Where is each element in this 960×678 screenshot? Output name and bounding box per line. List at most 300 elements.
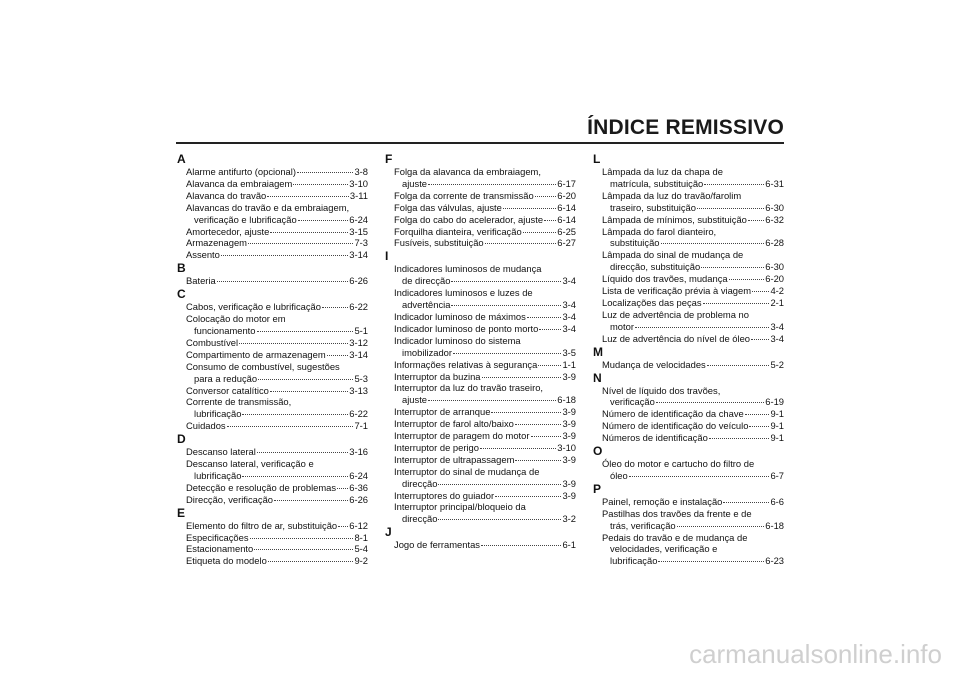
index-entry	[593, 532, 784, 568]
index-entry	[177, 337, 368, 349]
index-page-number: 6-28	[765, 237, 784, 249]
index-entry-line	[186, 555, 368, 567]
index-entry-line	[186, 470, 368, 482]
index-entry-text: Lâmpada da luz do travão/farolim	[602, 189, 742, 201]
index-entry-text: Estacionamento	[186, 543, 254, 555]
index-page-number: 3-9	[562, 418, 576, 430]
dot-leader	[527, 317, 562, 318]
index-entry-text: velocidades, verificação e	[610, 543, 718, 555]
index-entry-line	[602, 285, 784, 297]
index-entry-line	[394, 287, 576, 299]
index-entry-text: de direcção	[402, 275, 451, 287]
index-entry-text: Interruptor de arranque	[394, 406, 491, 418]
index-page-number: 6-31	[765, 177, 784, 189]
index-entry	[593, 273, 784, 285]
index-entry-text: Indicador luminoso de máximos	[394, 310, 526, 322]
dot-leader	[258, 379, 353, 380]
index-page-number: 9-1	[770, 420, 784, 432]
dot-leader	[629, 476, 770, 477]
index-entry-line	[602, 249, 784, 261]
index-page-number: 6-19	[765, 396, 784, 408]
dot-leader	[751, 339, 769, 340]
index-entry-line	[186, 520, 368, 532]
dot-leader	[538, 365, 561, 366]
index-entry-text: Indicador luminoso de ponto morto	[394, 322, 539, 334]
index-entry-text: motor	[610, 320, 634, 332]
index-entry	[177, 482, 368, 494]
index-entry	[177, 396, 368, 420]
index-entry	[593, 508, 784, 532]
dot-leader	[491, 412, 561, 413]
index-entry-text: Bateria	[186, 275, 216, 287]
index-page-number: 3-4	[562, 299, 576, 311]
dot-leader	[298, 220, 349, 221]
index-entry-text: Luz de advertência de problema no	[602, 308, 749, 320]
index-entry-text: ajuste	[402, 177, 428, 189]
index-entry-line	[394, 454, 576, 466]
index-page-number: 3-5	[562, 346, 576, 358]
index-page-number: 3-15	[349, 225, 368, 237]
index-entry-line	[186, 226, 368, 238]
index-entry-text: Luz de advertência do nível de óleo	[602, 332, 751, 344]
dot-leader	[704, 184, 764, 185]
index-entry-line	[602, 261, 784, 273]
index-entry	[593, 190, 784, 214]
index-page-number: 6-20	[557, 189, 576, 201]
index-entry-text: imobilizador	[402, 346, 453, 358]
index-entry-line	[186, 373, 368, 385]
index-entry	[593, 333, 784, 345]
dot-leader	[661, 243, 765, 244]
index-letter-heading: P	[593, 481, 602, 496]
index-entry	[385, 311, 576, 323]
index-letter-heading: A	[177, 152, 186, 166]
index-entry-text: Interruptor de farol alto/baixo	[394, 418, 514, 430]
index-entry-text: lubrificação	[610, 555, 658, 567]
index-letter-heading: M	[593, 344, 603, 359]
index-entry-line	[394, 299, 576, 311]
index-page-number: 3-9	[562, 430, 576, 442]
index-entry-line	[602, 321, 784, 333]
index-entry-text: Compartimento de armazenagem	[186, 348, 326, 360]
dot-leader	[515, 460, 561, 461]
index-entry-text: funcionamento	[194, 324, 256, 336]
index-page-number: 6-27	[557, 237, 576, 249]
index-entry-text: Lâmpada de mínimos, substituição	[602, 213, 747, 225]
index-entry-text: Interruptor de paragem do motor	[394, 430, 530, 442]
dot-leader	[677, 526, 765, 527]
index-entry	[177, 349, 368, 361]
dot-leader	[658, 561, 764, 562]
watermark: carmanualsonline.info	[689, 639, 942, 669]
index-entry	[593, 420, 784, 432]
index-entry	[177, 202, 368, 226]
index-page-number: 3-11	[349, 189, 368, 201]
index-entry-line	[186, 446, 368, 458]
index-page-number: 6-14	[557, 201, 576, 213]
dot-leader	[268, 561, 354, 562]
dot-leader	[438, 484, 561, 485]
index-page-number: 3-9	[562, 370, 576, 382]
index-entry-line	[186, 420, 368, 432]
index-entry-line	[394, 478, 576, 490]
index-entry-line	[186, 313, 368, 325]
index-entry-line	[186, 458, 368, 470]
dot-leader	[217, 281, 349, 282]
dot-leader	[239, 343, 348, 344]
index-letter-heading: N	[593, 370, 602, 385]
index-page-number: 9-1	[770, 432, 784, 444]
index-page-number: 3-10	[557, 441, 576, 453]
index-page-number: 3-4	[562, 310, 576, 322]
index-entry-text: Número de identificação da chave	[602, 408, 744, 420]
index-page-number: 3-4	[562, 322, 576, 334]
index-entry-text: Lâmpada da luz da chapa de	[602, 166, 723, 177]
index-page-number: 3-14	[349, 249, 368, 261]
index-entry	[593, 359, 784, 371]
index-entry-text: Jogo de ferramentas	[394, 539, 480, 551]
index-entry	[593, 226, 784, 250]
index-page-number: 1-1	[562, 358, 576, 370]
index-entry	[385, 166, 576, 190]
index-entry	[593, 432, 784, 444]
index-entry-line	[394, 501, 576, 513]
index-page-number: 3-12	[349, 336, 368, 348]
dot-leader	[515, 424, 562, 425]
index-entry-text: Folga da alavanca da embraiagem,	[394, 166, 541, 177]
index-page-number: 6-24	[349, 213, 368, 225]
index-entry	[177, 166, 368, 178]
index-entry-text: Mudança de velocidades	[602, 358, 706, 370]
title-rule	[176, 142, 784, 144]
index-entry	[385, 237, 576, 249]
index-page-number: 6-22	[349, 408, 368, 420]
index-entry-text: Combustível	[186, 336, 239, 348]
index-entry-text: Fusíveis, substituição	[394, 237, 484, 249]
index-entry	[385, 263, 576, 287]
index-column-3	[593, 152, 784, 567]
index-entry-text: Alarme antifurto (opcional)	[186, 166, 296, 177]
index-entry-text: Localizações das peças	[602, 296, 702, 308]
index-entry	[385, 382, 576, 406]
dot-leader	[451, 305, 561, 306]
index-entry	[385, 442, 576, 454]
index-entry	[385, 406, 576, 418]
index-entry-text: verificação e lubrificação	[194, 213, 297, 225]
index-entry	[177, 301, 368, 313]
index-entry-text: trás, verificação	[610, 519, 676, 531]
dot-leader	[227, 426, 354, 427]
index-page-number: 6-23	[765, 555, 784, 567]
dot-leader	[322, 307, 348, 308]
index-entry	[177, 543, 368, 555]
dot-leader	[242, 476, 348, 477]
dot-leader	[707, 365, 770, 366]
dot-leader	[482, 377, 562, 378]
index-entry-text: Óleo do motor e cartucho do filtro de	[602, 458, 755, 470]
index-entry	[385, 501, 576, 525]
index-page-number: 6-6	[770, 495, 784, 507]
dot-leader	[703, 303, 770, 304]
index-entry-text: Interruptor de perigo	[394, 441, 479, 453]
index-entry	[593, 458, 784, 482]
index-entry-text: traseiro, substituição	[610, 201, 696, 213]
dot-leader	[257, 331, 354, 332]
index-entry-text: Nível de líquido dos travões,	[602, 384, 721, 396]
index-entry-line	[186, 275, 368, 287]
index-page-number: 4-2	[770, 285, 784, 297]
index-entry	[385, 430, 576, 442]
index-entry	[385, 539, 576, 551]
index-entry-line	[394, 394, 576, 406]
index-entry-text: Lâmpada do sinal de mudança de	[602, 249, 744, 261]
index-page-number: 6-20	[765, 273, 784, 285]
index-entry-line	[186, 178, 368, 190]
index-entry-text: direcção	[402, 513, 438, 525]
index-entry-text: Descanso lateral, verificação e	[186, 458, 314, 470]
index-entry-text: Indicador luminoso do sistema	[394, 334, 521, 346]
index-column-1	[177, 152, 368, 567]
index-page-number: 6-36	[349, 481, 368, 493]
index-entry-line	[602, 273, 784, 285]
index-page-number: 6-14	[557, 213, 576, 225]
index-entry	[593, 249, 784, 273]
dot-leader	[656, 402, 764, 403]
index-entry-line	[394, 513, 576, 525]
index-entry-line	[602, 520, 784, 532]
dot-leader	[701, 267, 764, 268]
dot-leader	[481, 545, 561, 546]
dot-leader	[297, 172, 353, 173]
index-entry-line	[602, 508, 784, 520]
index-entry-line	[394, 311, 576, 323]
index-letter-heading: O	[593, 444, 603, 459]
index-entry	[177, 520, 368, 532]
index-entry	[177, 420, 368, 432]
dot-leader	[544, 220, 556, 221]
dot-leader	[635, 327, 769, 328]
index-entry-line	[186, 249, 368, 261]
dot-leader	[327, 355, 349, 356]
index-page-number: 6-18	[557, 394, 576, 406]
index-entry-text: Folga do cabo do acelerador, ajuste	[394, 213, 544, 225]
index-entry-line	[602, 309, 784, 321]
index-entry-line	[394, 359, 576, 371]
index-entry-line	[602, 190, 784, 202]
index-entry-line	[602, 237, 784, 249]
index-entry-line	[602, 543, 784, 555]
index-entry	[177, 226, 368, 238]
index-entry-line	[186, 482, 368, 494]
index-entry-text: substituição	[610, 237, 660, 249]
index-entry-line	[394, 382, 576, 394]
index-letter-heading: E	[177, 505, 186, 520]
index-page-number: 6-18	[765, 519, 784, 531]
index-entry-text: Cabos, verificação e lubrificação	[186, 301, 321, 313]
index-entry	[385, 214, 576, 226]
index-entry-text: Líquido dos travões, mudança	[602, 273, 728, 285]
index-entry-text: Indicadores luminosos e luzes de	[394, 287, 533, 299]
index-entry	[385, 323, 576, 335]
index-page-number: 6-22	[349, 301, 368, 313]
index-entry-line	[186, 532, 368, 544]
index-entry-line	[602, 432, 784, 444]
index-entry-line	[186, 361, 368, 373]
dot-leader	[254, 549, 353, 550]
index-entry-line	[394, 190, 576, 202]
index-page-number: 6-26	[349, 275, 368, 287]
index-entry-text: Assento	[186, 249, 220, 261]
index-page-number: 3-9	[562, 489, 576, 501]
dot-leader	[257, 452, 348, 453]
index-entry-line	[394, 442, 576, 454]
dot-leader	[270, 391, 348, 392]
dot-leader	[267, 196, 349, 197]
index-entry-line	[394, 226, 576, 238]
index-entry-text: advertência	[402, 299, 451, 311]
index-entry-text: Alavancas do travão e da embraiagem,	[186, 201, 350, 213]
dot-leader	[274, 500, 348, 501]
dot-leader	[451, 281, 561, 282]
index-entry	[177, 237, 368, 249]
index-entry-line	[602, 359, 784, 371]
index-page-number: 6-1	[562, 539, 576, 551]
index-page-number: 3-4	[770, 332, 784, 344]
index-entry-text: lubrificação	[194, 469, 242, 481]
index-entry	[385, 335, 576, 359]
index-entry-line	[602, 555, 784, 567]
index-entry-text: Consumo de combustível, sugestões	[186, 360, 340, 372]
index-page-number: 3-2	[562, 513, 576, 525]
index-entry-line	[186, 494, 368, 506]
index-entry-text: Colocação do motor em	[186, 313, 286, 325]
index-letter-heading: F	[385, 152, 393, 166]
index-page-number: 5-3	[354, 372, 368, 384]
index-page-number: 8-1	[354, 531, 368, 543]
index-entry-text: Interruptor da buzina	[394, 370, 481, 382]
index-page-number: 3-9	[562, 477, 576, 489]
dot-leader	[438, 519, 561, 520]
index-entry	[385, 202, 576, 214]
index-entry-line	[186, 337, 368, 349]
index-entry-text: direcção, substituição	[610, 261, 701, 273]
index-entry-line	[602, 496, 784, 508]
index-entry-line	[602, 178, 784, 190]
dot-leader	[293, 184, 348, 185]
index-entry-line	[602, 458, 784, 470]
index-page-number: 3-4	[562, 275, 576, 287]
index-entry-line	[394, 263, 576, 275]
index-entry	[385, 454, 576, 466]
index-entry	[177, 178, 368, 190]
page-title: ÍNDICE REMISSIVO	[587, 116, 784, 139]
index-entry-line	[394, 418, 576, 430]
index-entry-text: Número de identificação do veículo	[602, 420, 749, 432]
index-page-number: 3-10	[349, 177, 368, 189]
dot-leader	[337, 488, 348, 489]
index-entry	[385, 359, 576, 371]
index-entry-line	[602, 166, 784, 178]
index-entry-text: Armazenagem	[186, 237, 247, 249]
index-entry-line	[602, 408, 784, 420]
index-entry-text: Pedais do travão e de mudança de	[602, 531, 748, 543]
dot-leader	[535, 196, 557, 197]
index-entry-line	[394, 202, 576, 214]
index-page-number: 5-4	[354, 543, 368, 555]
index-page-number: 6-17	[557, 177, 576, 189]
index-page-number: 7-3	[354, 237, 368, 249]
index-entry-text: Interruptor de ultrapassagem	[394, 453, 515, 465]
index-entry-line	[602, 226, 784, 238]
index-entry-text: Corrente de transmissão,	[186, 396, 292, 408]
index-letter-heading: D	[177, 432, 186, 447]
index-letter-heading: I	[385, 249, 389, 264]
index-page-number: 2-1	[770, 296, 784, 308]
index-page-number: 5-2	[770, 358, 784, 370]
dot-leader	[752, 291, 769, 292]
index-letter-heading: B	[177, 261, 186, 276]
index-entry-line	[602, 202, 784, 214]
index-entry-text: Interruptor do sinal de mudança de	[394, 465, 540, 477]
index-entry	[593, 214, 784, 226]
dot-leader	[242, 414, 348, 415]
index-entry-text: Folga das válvulas, ajuste	[394, 201, 502, 213]
index-entry	[177, 385, 368, 397]
dot-leader	[697, 208, 764, 209]
index-entry-text: Especificações	[186, 531, 249, 543]
dot-leader	[709, 438, 770, 439]
index-entry-line	[602, 420, 784, 432]
index-entry-text: Pastilhas dos travões da frente e de	[602, 507, 752, 519]
index-entry-line	[186, 214, 368, 226]
dot-leader	[485, 243, 557, 244]
index-entry-line	[186, 202, 368, 214]
index-entry-line	[394, 371, 576, 383]
index-page-number: 6-25	[557, 225, 576, 237]
index-entry-line	[394, 466, 576, 478]
index-page-number: 6-32	[765, 213, 784, 225]
index-column-2	[385, 152, 576, 551]
index-entry-line	[602, 333, 784, 345]
index-entry	[385, 190, 576, 202]
index-entry-text: Forquilha dianteira, verificação	[394, 225, 522, 237]
dot-leader	[428, 184, 556, 185]
index-entry-line	[186, 166, 368, 178]
index-entry-line	[186, 301, 368, 313]
index-entry-line	[394, 430, 576, 442]
index-page-number: 9-2	[354, 555, 368, 567]
index-page-number: 3-9	[562, 406, 576, 418]
index-entry-text: direcção	[402, 477, 438, 489]
index-entry-line	[602, 532, 784, 544]
index-entry	[385, 418, 576, 430]
index-entry-text: Descanso lateral	[186, 446, 256, 458]
index-entry-text: Detecção e resolução de problemas	[186, 481, 337, 493]
index-entry	[593, 297, 784, 309]
index-entry-text: Indicadores luminosos de mudança	[394, 263, 542, 275]
index-entry-text: Lista de verificação prévia à viagem	[602, 285, 752, 297]
dot-leader	[729, 279, 765, 280]
index-entry-text: Interruptores do guiador	[394, 489, 495, 501]
index-entry-line	[394, 275, 576, 287]
index-entry-text: Interruptor da luz do travão traseiro,	[394, 382, 544, 394]
dot-leader	[248, 243, 353, 244]
index-letter-heading: J	[385, 525, 392, 540]
index-page-number: 9-1	[770, 408, 784, 420]
index-entry-text: Alavanca do travão	[186, 189, 267, 201]
dot-leader	[723, 502, 769, 503]
index-entry	[593, 166, 784, 190]
